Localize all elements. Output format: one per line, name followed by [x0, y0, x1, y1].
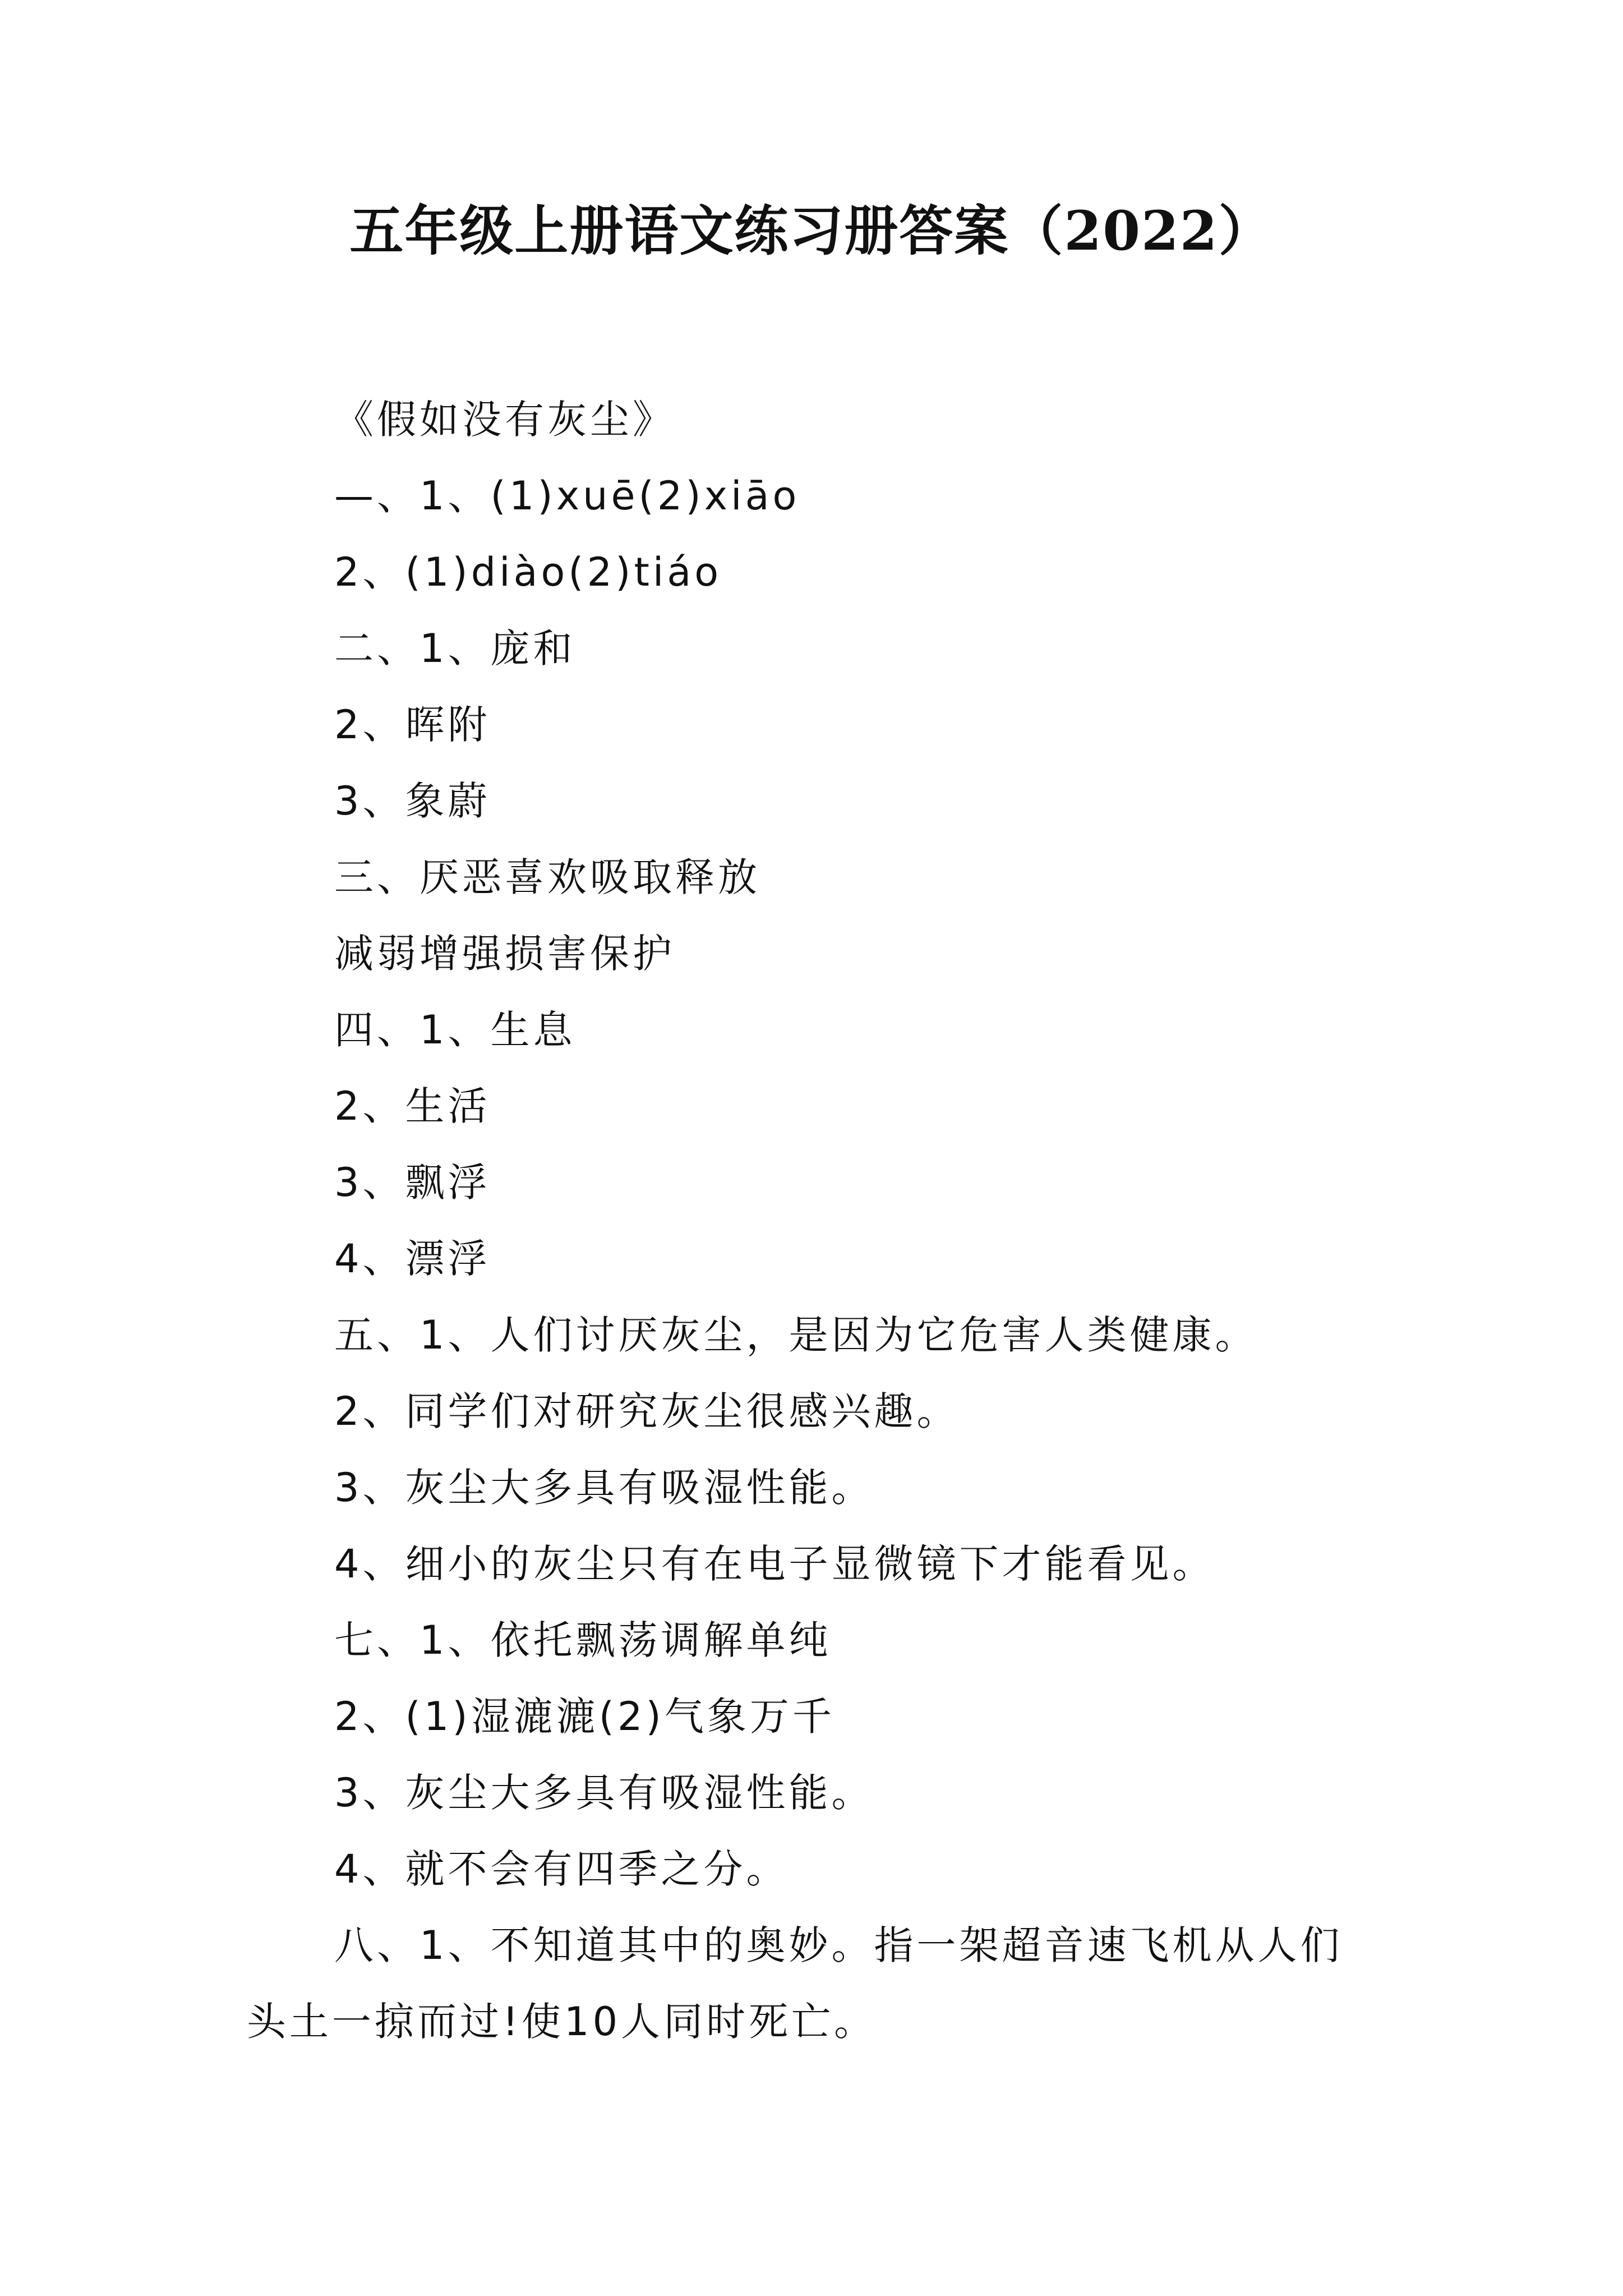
document-title: 五年级上册语文练习册答案（2022）: [349, 199, 1274, 263]
answer-line: 三、厌恶喜欢吸取释放: [334, 854, 760, 900]
answer-line: —、1、(1)xuē(2)xiāo: [334, 473, 800, 519]
section-heading: 《假如没有灰尘》: [334, 397, 675, 443]
answer-line: 3、灰尘大多具有吸湿性能。: [334, 1465, 874, 1511]
answer-line: 3、灰尘大多具有吸湿性能。: [334, 1770, 874, 1816]
answer-line: 3、象蔚: [334, 778, 491, 824]
answer-line: 五、1、人们讨厌灰尘，是因为它危害人类健康。: [334, 1312, 1258, 1358]
answer-line: 4、漂浮: [334, 1236, 491, 1282]
answer-line: 减弱增强损害保护: [334, 931, 675, 977]
answer-line: 4、就不会有四季之分。: [334, 1846, 789, 1892]
answer-line: 3、飘浮: [334, 1159, 491, 1205]
answer-line: 2、同学们对研究灰尘很感兴趣。: [334, 1388, 960, 1434]
answer-paragraph: 八、1、不知道其中的奥妙。指一架超音速飞机从人们头土一掠而过!使10人同时死亡。: [247, 1922, 1343, 2045]
answer-line: 二、1、庞和: [334, 625, 576, 671]
answer-line: 4、细小的灰尘只有在电子显微镜下才能看见。: [334, 1541, 1215, 1587]
answer-line: 2、生活: [334, 1083, 491, 1129]
answer-line: 七、1、依托飘荡调解单纯: [334, 1617, 832, 1663]
answer-line: 2、晖附: [334, 702, 491, 748]
answer-line: 四、1、生息: [334, 1007, 576, 1053]
answer-line: 2、(1)湿漉漉(2)气象万千: [334, 1694, 835, 1740]
answer-line: 2、(1)diào(2)tiáo: [334, 549, 722, 595]
document-body: [247, 381, 1380, 2060]
